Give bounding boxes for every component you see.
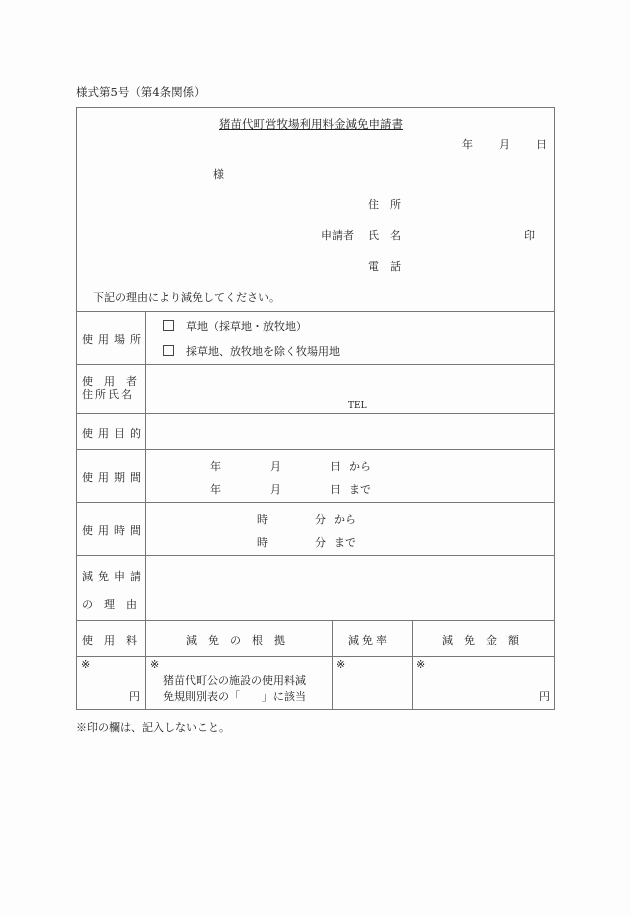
request-text: 下記の理由により減免してください。 (93, 291, 280, 304)
period-to-day: 日 (330, 483, 341, 496)
divider (76, 311, 555, 312)
location-option-grassland[interactable]: 草地（採草地・放牧地） (163, 318, 307, 334)
office-use-mark: ※ (81, 658, 91, 671)
period-from-day: 日 (330, 460, 341, 473)
applicant-group-label: 申請者 (321, 229, 354, 242)
time-to-suffix: まで (334, 536, 356, 549)
period-from-suffix: から (349, 460, 371, 473)
time-label: 使用時間 (82, 524, 146, 537)
divider (76, 364, 555, 365)
user-label-line1: 使 用 者 (82, 375, 137, 388)
divider (76, 413, 555, 414)
address-label: 住 所 (368, 198, 401, 211)
period-label: 使用期間 (82, 471, 146, 484)
location-label: 使用場所 (82, 333, 146, 346)
checkbox[interactable] (163, 345, 174, 356)
user-address-name-field[interactable] (150, 366, 550, 411)
label-column-divider (145, 311, 146, 710)
purpose-field[interactable] (150, 415, 550, 447)
purpose-label: 使用目的 (82, 427, 146, 440)
location-option-other-land[interactable]: 採草地、放牧地を除く牧場用地 (163, 343, 340, 359)
phone-label: 電 話 (368, 260, 401, 273)
time-to-minute: 分 (315, 536, 326, 549)
fee-header-basis: 減 免 の 根 拠 (186, 634, 285, 647)
column-divider (412, 620, 413, 710)
time-from-minute: 分 (315, 513, 326, 526)
divider (76, 555, 555, 556)
column-divider (332, 620, 333, 710)
date-year: 年 (462, 138, 473, 151)
divider (76, 620, 555, 621)
reason-label-line1: 減免申請 (82, 570, 146, 583)
reason-field[interactable] (150, 557, 550, 617)
office-use-mark: ※ (416, 658, 426, 671)
period-from-month: 月 (270, 460, 281, 473)
footnote: ※印の欄は、記入しないこと。 (76, 721, 230, 734)
office-use-mark: ※ (150, 658, 160, 671)
date-day: 日 (536, 138, 547, 151)
reason-label-line2: の 理 由 (82, 598, 137, 611)
usage-fee-yen: 円 (129, 690, 140, 703)
period-to-suffix: まで (349, 483, 371, 496)
form-number: 様式第5号（第4条関係） (76, 85, 206, 99)
name-label: 氏 名 (368, 229, 401, 242)
date-month: 月 (499, 138, 510, 151)
basis-line2: 免規則別表の「 」に該当 (163, 690, 306, 703)
period-to-month: 月 (270, 483, 281, 496)
basis-line1: 猪苗代町公の施設の使用料減 (163, 674, 306, 687)
seal-mark: 印 (524, 229, 535, 242)
divider (76, 449, 555, 450)
user-label-line2: 住所氏名 (82, 388, 134, 401)
divider (76, 502, 555, 503)
form-title: 猪苗代町営牧場利用料金減免申請書 (219, 117, 403, 131)
fee-header-usage-fee: 使 用 料 (82, 634, 137, 647)
reduction-amount-yen: 円 (539, 690, 550, 703)
checkbox[interactable] (163, 320, 174, 331)
tel-label: TEL (348, 401, 367, 411)
time-to-hour: 時 (257, 536, 268, 549)
office-use-mark: ※ (336, 658, 346, 671)
addressee-suffix: 様 (213, 168, 224, 181)
period-from-year: 年 (210, 460, 221, 473)
fee-header-rate: 減免率 (348, 634, 390, 647)
time-from-suffix: から (334, 513, 356, 526)
period-to-year: 年 (210, 483, 221, 496)
fee-header-amount: 減 免 金 額 (442, 634, 519, 647)
time-from-hour: 時 (257, 513, 268, 526)
divider (76, 656, 555, 657)
